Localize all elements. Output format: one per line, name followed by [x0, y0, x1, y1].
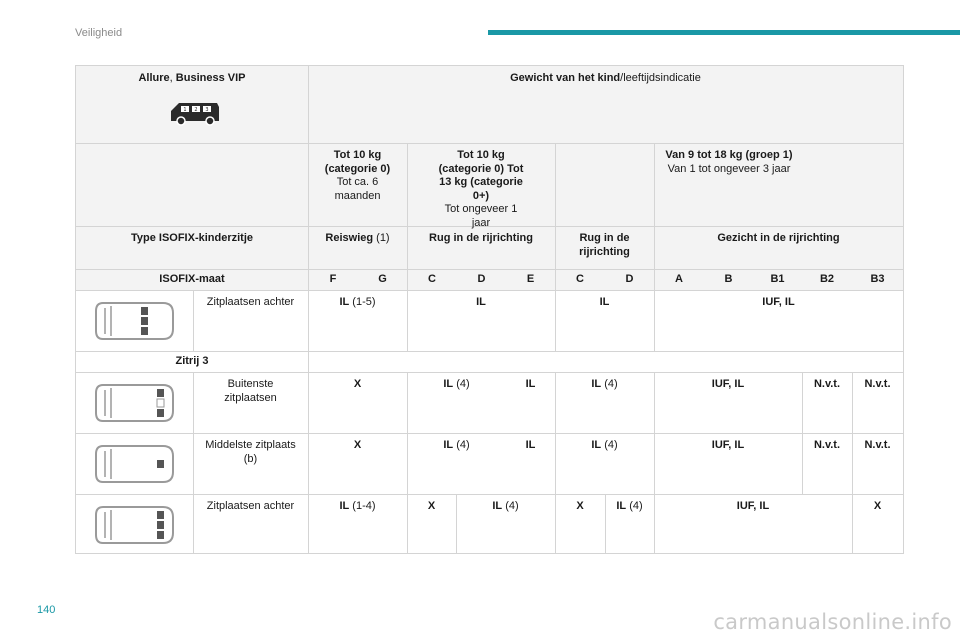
weight-label-rest: /leeftijdsindicatie [620, 72, 701, 84]
reiswieg-note: (1) [373, 232, 390, 244]
trim-cell [76, 66, 308, 143]
group-3-normal: Van 1 tot ongeveer 3 jaar [667, 162, 791, 175]
car-outer-seats-icon [93, 381, 177, 425]
rug-rijrichting-label-2: Rug in de rijrichting [579, 232, 630, 258]
group-2-normal: Tot ongeveer 1 jaar [444, 203, 518, 229]
svg-text:3: 3 [205, 107, 209, 113]
size-cell: C [576, 273, 584, 285]
row-buitenste-label: Buitenste zitplaatsen [224, 378, 277, 404]
car-rear-row-icon [93, 503, 177, 547]
r4-il4b-note: (4) [626, 500, 643, 512]
r4-il4: IL [492, 500, 503, 512]
watermark: carmanualsonline.info [713, 610, 952, 634]
size-cell: F [329, 273, 337, 285]
section-title: Veiligheid [75, 27, 123, 39]
group-1-bold: Tot 10 kg (categorie 0) [324, 149, 391, 175]
r2-il4-note: (4) [453, 378, 470, 390]
group-3-bold: Van 9 tot 18 kg (groep 1) [665, 149, 793, 161]
group-2-bold: Tot 10 kg (categorie 0) Tot 13 kg (categorie 0+) [438, 149, 524, 202]
r2-il4b-note: (4) [601, 378, 618, 390]
r4-il-note: (1-4) [349, 500, 376, 512]
seat-type-label: Type ISOFIX-kinderzitje [130, 232, 254, 244]
r4-il4-cell [456, 494, 555, 553]
r3-il4b-cell [555, 433, 654, 494]
gezicht-label: Gezicht in de rijrichting [717, 232, 840, 244]
svg-text:2: 2 [194, 107, 198, 113]
size-cell: E [526, 273, 535, 285]
car-middle-seat-icon [93, 442, 177, 486]
r4-il4b-cell [605, 494, 654, 553]
page-number: 140 [37, 604, 56, 616]
r2-nvt-2: N.v.t. [864, 378, 891, 390]
size-cell: B1 [770, 273, 785, 285]
group-cell-3 [555, 143, 903, 226]
r4-x-1: X [427, 500, 436, 512]
group-1-normal: Tot ca. 6 maanden [334, 176, 381, 202]
row-zitplaatsen-achter-label: Zitplaatsen achter [206, 296, 295, 308]
r2-il4: IL [443, 378, 454, 390]
size-cell: A [675, 273, 683, 285]
r3-il4b-note: (4) [601, 439, 618, 451]
group-cell-1 [308, 143, 407, 226]
isofix-table [75, 65, 904, 554]
zitrij-3-label: Zitrij 3 [175, 355, 209, 367]
isofix-size-label: ISOFIX-maat [159, 273, 225, 285]
size-cell: G [378, 273, 387, 285]
size-cell: B2 [819, 273, 835, 285]
r4-iuf: IUF, IL [736, 500, 770, 512]
r1-il: IL [339, 296, 350, 308]
svg-text:1: 1 [183, 107, 187, 113]
size-cell: B3 [870, 273, 885, 285]
row-zitplaatsen-achter-3-label: Zitplaatsen achter [206, 500, 295, 512]
van-seats-icon [167, 99, 221, 127]
r3-il4-note: (4) [453, 439, 470, 451]
size-cell: D [625, 273, 634, 285]
r1-reiswieg-cell [308, 290, 407, 351]
r4-il: IL [339, 500, 350, 512]
r4-x-2: X [576, 500, 584, 512]
r3-il4: IL [443, 439, 454, 451]
size-cell: C [428, 273, 436, 285]
trim-label: Allure [138, 72, 170, 84]
r2-nvt-1: N.v.t. [813, 378, 841, 390]
r2-x: X [353, 378, 362, 390]
r2-il4b-cell [555, 372, 654, 433]
r2-il: IL [525, 378, 536, 390]
r3-il: IL [525, 439, 536, 451]
reiswieg-cell [308, 226, 407, 269]
r2-iuf: IUF, IL [711, 378, 745, 390]
accent-bar [488, 30, 960, 35]
r2-il4b: IL [591, 378, 602, 390]
r3-nvt-1: N.v.t. [813, 439, 841, 451]
r3-nvt-2: N.v.t. [864, 439, 891, 451]
r2-il4-cell [407, 372, 506, 433]
size-cell: B [724, 273, 733, 285]
r4-x-3: X [873, 500, 882, 512]
r1-gezicht-cell: IUF, IL [762, 296, 795, 308]
r1-rug-cell: IL [476, 296, 486, 308]
r4-reiswieg-cell [308, 494, 407, 553]
weight-header-cell [308, 66, 903, 143]
r3-x: X [353, 439, 362, 451]
weight-label: Gewicht van het kind [510, 72, 621, 84]
trim-label-2: Business VIP [175, 72, 246, 84]
rug-rijrichting-label: Rug in de rijrichting [429, 232, 533, 244]
r1-rug2-cell: IL [599, 296, 610, 308]
r4-il4-note: (4) [502, 500, 519, 512]
row-middelste-label: Middelste zitplaats (b) [205, 439, 296, 465]
r4-il4b: IL [616, 500, 627, 512]
size-cell: D [477, 273, 486, 285]
group-cell-2 [407, 143, 555, 229]
trim-separator: , [169, 72, 176, 84]
r3-il4-cell [407, 433, 506, 494]
r3-iuf: IUF, IL [711, 439, 745, 451]
r3-il4b: IL [591, 439, 602, 451]
reiswieg-label: Reiswieg [325, 232, 374, 244]
car-rear-seats-icon [93, 299, 177, 343]
r1-il-note: (1-5) [349, 296, 376, 308]
